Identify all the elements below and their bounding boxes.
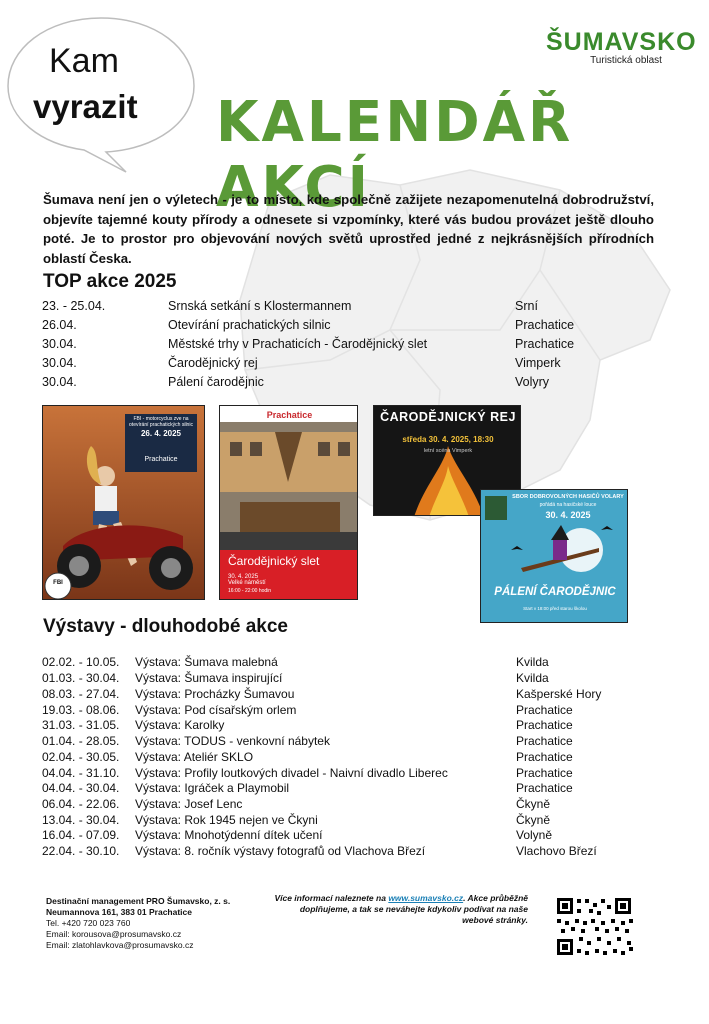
exhibit-name: Výstava: 8. ročník výstavy fotografů od Vlachova Březí — [135, 844, 426, 858]
exhibit-date: 02.02. - 10.05. — [42, 655, 120, 669]
poster-paleni-org: SBOR DOBROVOLNÝCH HASIČŮ VOLARY — [512, 494, 624, 500]
exhibit-date: 01.03. - 30.04. — [42, 671, 120, 685]
event-name: Srnská setkání s Klostermannem — [168, 299, 352, 313]
more-info-suffix: . Akce průběžně doplňujeme, a tak se neváhejte kdykoliv podívat na naše webové stránky. — [299, 893, 528, 925]
exhibit-place: Čkyně — [516, 797, 551, 811]
poster-slet-brand: Prachatice — [266, 410, 313, 420]
top-events-heading: TOP akce 2025 — [43, 271, 177, 292]
exhibit-name: Výstava: Igráček a Playmobil — [135, 781, 290, 795]
top-event-row — [42, 356, 642, 375]
page-title: KALENDÁŘ AKCÍ — [216, 90, 574, 220]
poster-slet-date: 30. 4. 2025 — [228, 574, 259, 580]
exhibit-place: Prachatice — [516, 718, 573, 732]
exhibit-row — [42, 797, 662, 813]
exhibit-row — [42, 828, 662, 844]
exhibit-row — [42, 844, 662, 860]
exhibit-name: Výstava: Šumava inspirující — [135, 671, 283, 685]
brand-subtitle: Turistická oblast — [590, 55, 662, 66]
poster-fbi-motorcycle — [42, 405, 205, 600]
poster-paleni-title: PÁLENÍ ČARODĚJNIC — [494, 586, 616, 598]
poster-slet-art — [220, 422, 358, 550]
exhibit-name: Výstava: Pod císařským orlem — [135, 703, 297, 717]
more-info-note — [270, 893, 528, 926]
event-name: Pálení čarodějnic — [168, 375, 264, 389]
exhibit-row — [42, 687, 662, 703]
poster-paleni-carodejnic — [480, 489, 628, 623]
brand-logo — [546, 28, 697, 66]
exhibit-row — [42, 813, 662, 829]
event-place: Prachatice — [515, 318, 575, 332]
event-name: Otevírání prachatických silnic — [168, 318, 331, 332]
exhibit-place: Vlachovo Březí — [516, 844, 597, 858]
event-date: 30.04. — [42, 375, 77, 389]
top-event-row — [42, 375, 642, 394]
contact-email-1: Email: korousova@prosumavsko.cz — [46, 929, 182, 939]
exhibit-place: Volyně — [516, 828, 553, 842]
poster-fbi-brand: Prachatice — [144, 456, 178, 463]
poster-paleni-sub: pořádá na hasičské louce — [539, 502, 597, 508]
exhibit-place: Kvilda — [516, 671, 549, 685]
exhibit-date: 31.03. - 31.05. — [42, 718, 120, 732]
exhibit-place: Kašperské Hory — [516, 687, 602, 701]
exhibit-name: Výstava: Šumava malebná — [135, 655, 278, 669]
exhibit-row — [42, 671, 662, 687]
exhibit-place: Prachatice — [516, 750, 573, 764]
exhibit-row — [42, 703, 662, 719]
event-date: 26.04. — [42, 318, 77, 332]
event-place: Srní — [515, 299, 538, 313]
exhibit-row — [42, 718, 662, 734]
more-info-prefix: Více informací naleznete na — [274, 893, 389, 903]
exhibit-date: 04.04. - 31.10. — [42, 766, 120, 780]
poster-carodejnicky-slet — [219, 405, 358, 600]
exhibit-name: Výstava: Karolky — [135, 718, 225, 732]
exhibit-date: 08.03. - 27.04. — [42, 687, 120, 701]
event-date: 23. - 25.04. — [42, 299, 106, 313]
poster-rej-title: ČARODĚJNICKÝ REJ — [380, 410, 516, 424]
website-link[interactable]: www.sumavsko.cz — [388, 893, 464, 903]
poster-fbi-date: 26. 4. 2025 — [140, 429, 182, 438]
brand-name: ŠUMAVSKO — [546, 28, 697, 56]
event-date: 30.04. — [42, 337, 77, 351]
poster-rej-date: středa 30. 4. 2025, 18:30 — [402, 435, 494, 444]
top-event-row — [42, 299, 642, 318]
exhibit-place: Prachatice — [516, 703, 573, 717]
contact-block — [46, 896, 230, 951]
bubble-line-1: Kam — [49, 42, 119, 80]
exhibit-name: Výstava: Josef Lenc — [135, 797, 243, 811]
exhibit-row — [42, 766, 662, 782]
poster-slet-place: Velké náměstí — [228, 580, 266, 586]
exhibit-date: 06.04. - 22.06. — [42, 797, 120, 811]
exhibit-row — [42, 750, 662, 766]
exhibit-name: Výstava: Procházky Šumavou — [135, 687, 295, 701]
poster-fbi-line2: otevírání prachatických silnic — [129, 422, 193, 428]
exhibit-place: Prachatice — [516, 766, 573, 780]
contact-address: Neumannova 161, 383 01 Prachatice — [46, 907, 192, 917]
exhibits-heading: Výstavy - dlouhodobé akce — [43, 616, 288, 637]
exhibit-row — [42, 655, 662, 671]
exhibit-date: 04.04. - 30.04. — [42, 781, 120, 795]
event-name: Městské trhy v Prachaticích - Čarodějnický slet — [168, 337, 428, 351]
exhibit-row — [42, 781, 662, 797]
exhibit-date: 01.04. - 28.05. — [42, 734, 120, 748]
qr-code-icon[interactable] — [555, 897, 635, 957]
exhibit-place: Prachatice — [516, 734, 573, 748]
bubble-line-2: vyrazit — [33, 88, 138, 125]
event-place: Volyry — [515, 375, 550, 389]
exhibit-date: 22.04. - 30.10. — [42, 844, 120, 858]
poster-rej-place: letní scéna Vimperk — [423, 448, 473, 454]
contact-org: Destinační management PRO Šumavsko, z. s. — [46, 896, 231, 906]
exhibit-place: Kvilda — [516, 655, 549, 669]
intro-paragraph: Šumava není jen o výletech - je to místo, kde společně zažijete nezapomenutelná dobrodružství, objevíte tajemné kouty přírody a odnesete si vzpomínky, které vás budou provázet ještě dlouho poté. Je to prostor pro objevování nových světů uprostřed jedné z nejkrásnějších přírodních oblastí Česka. — [43, 192, 654, 266]
exhibit-name: Výstava: Profily loutkových divadel - Naivní divadlo Liberec — [135, 766, 448, 780]
exhibit-row — [42, 734, 662, 750]
exhibit-name: Výstava: Mnohotýdenní dítek učení — [135, 828, 323, 842]
poster-slet-time: 16:00 - 22:00 hodin — [228, 588, 272, 594]
contact-phone: Tel. +420 720 023 760 — [46, 918, 131, 928]
top-event-row — [42, 318, 642, 337]
contact-email-2: Email: zlatohlavkova@prosumavsko.cz — [46, 940, 194, 950]
poster-paleni-note: Start v 18:00 před starou školou — [523, 606, 587, 611]
poster-fbi-badge: FBI — [53, 580, 63, 586]
exhibit-name: Výstava: Ateliér SKLO — [135, 750, 254, 764]
event-date: 30.04. — [42, 356, 77, 370]
exhibit-place: Čkyně — [516, 813, 551, 827]
top-event-row — [42, 337, 642, 356]
exhibit-date: 16.04. - 07.09. — [42, 828, 120, 842]
poster-paleni-date: 30. 4. 2025 — [545, 510, 591, 520]
exhibit-date: 19.03. - 08.06. — [42, 703, 120, 717]
exhibit-name: Výstava: TODUS - venkovní nábytek — [135, 734, 330, 748]
poster-fbi-line1: FBI - motorcyclus zve na — [133, 416, 189, 422]
exhibit-date: 02.04. - 30.05. — [42, 750, 120, 764]
event-place: Prachatice — [515, 337, 575, 351]
event-name: Čarodějnický rej — [168, 356, 258, 370]
exhibit-name: Výstava: Rok 1945 nejen ve Čkyni — [135, 813, 318, 827]
exhibit-date: 13.04. - 30.04. — [42, 813, 120, 827]
exhibit-place: Prachatice — [516, 781, 573, 795]
event-place: Vimperk — [515, 356, 561, 370]
poster-slet-title: Čarodějnický slet — [228, 554, 320, 568]
